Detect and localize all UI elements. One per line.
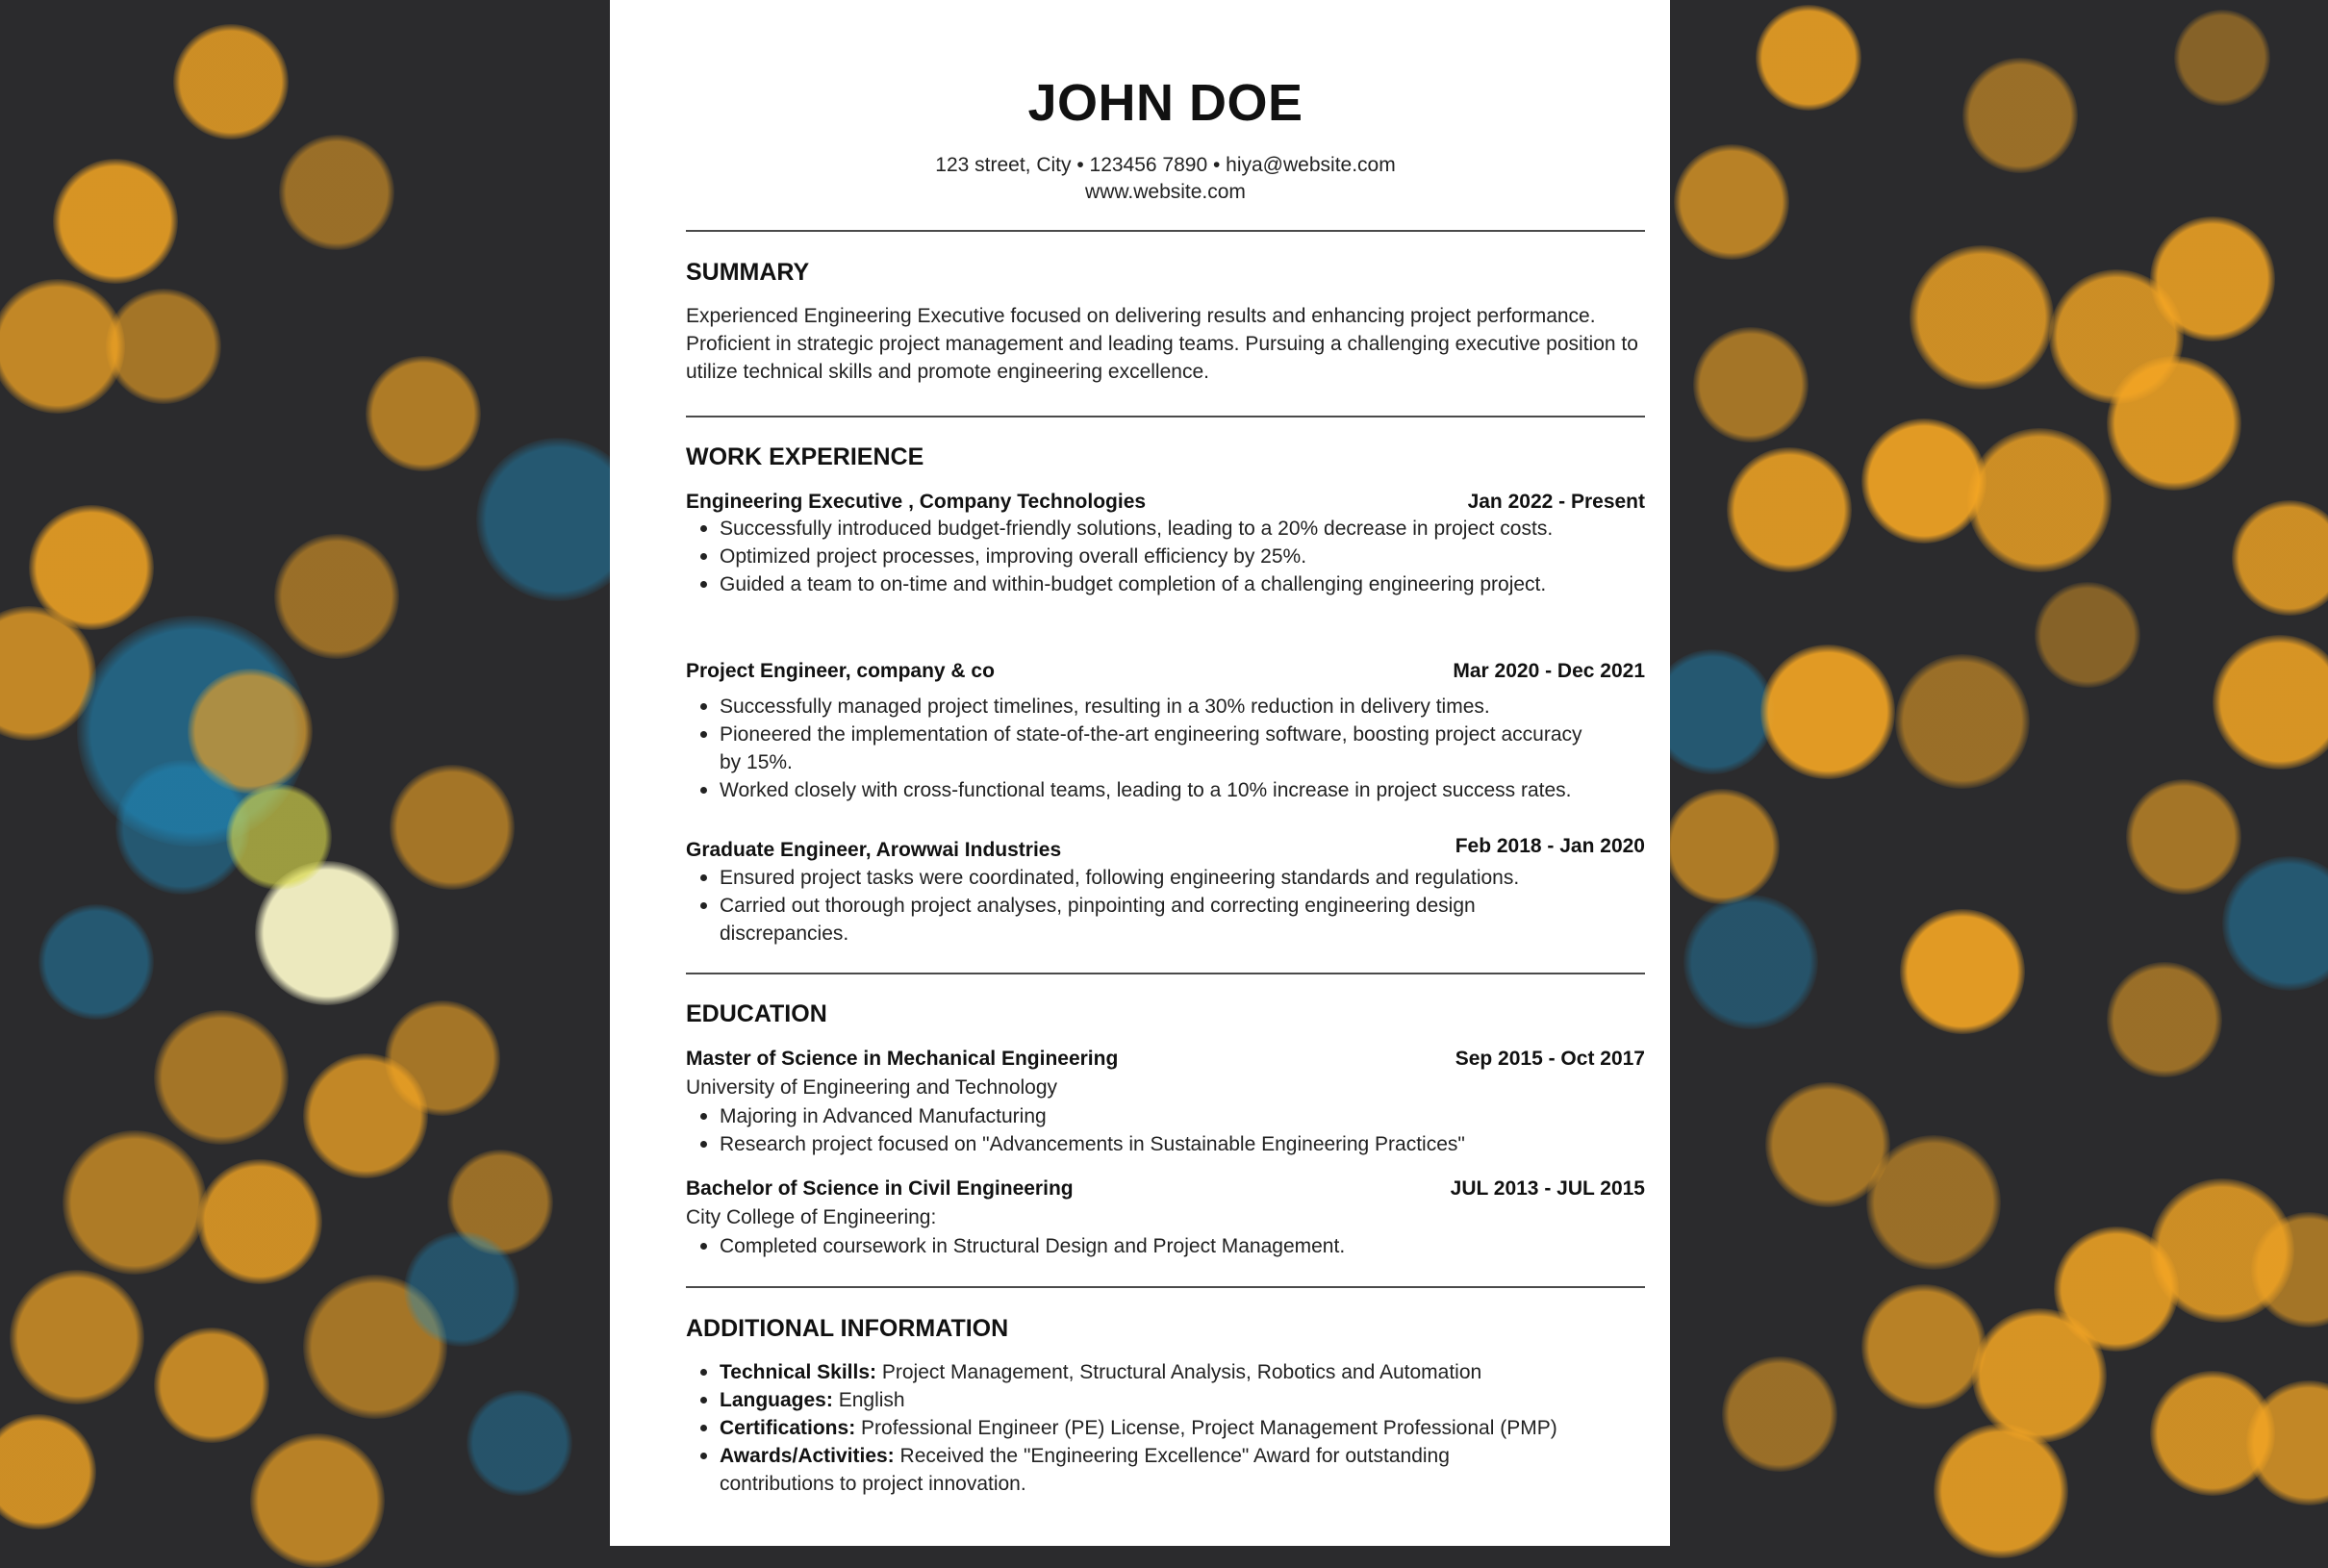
bokeh-light: [197, 1159, 322, 1284]
bokeh-light: [404, 1231, 519, 1347]
education-bullets: [686, 1102, 1645, 1158]
bokeh-light: [2107, 356, 2241, 491]
item-label: Languages:: [720, 1389, 833, 1411]
bokeh-light: [63, 1130, 207, 1275]
bokeh-light: [385, 1000, 500, 1116]
additional-info-heading: ADDITIONAL INFORMATION: [686, 1315, 1009, 1342]
bokeh-light: [1693, 327, 1809, 443]
bokeh-light: [279, 135, 394, 250]
bokeh-light: [250, 1433, 385, 1568]
job-header: [686, 660, 1645, 683]
bokeh-light: [226, 784, 332, 890]
bokeh-light: [38, 904, 154, 1020]
item-label: Certifications:: [720, 1417, 856, 1439]
divider: [686, 230, 1645, 232]
bokeh-light: [1756, 5, 1861, 111]
bokeh-light: [154, 1010, 289, 1145]
bokeh-light: [1674, 144, 1789, 260]
item-text: Received the "Engineering Excellence" Award for outstanding contributions to project innovation.: [720, 1445, 1450, 1495]
bokeh-light: [1727, 447, 1852, 572]
school-name: University of Engineering and Technology: [686, 1076, 1058, 1099]
bokeh-light: [1967, 428, 2112, 572]
bokeh-light: [1722, 1356, 1837, 1472]
bokeh-light: [2213, 635, 2328, 770]
bokeh-light: [1910, 245, 2054, 390]
degree-dates: Sep 2015 - Oct 2017: [1455, 1048, 1645, 1070]
list-item: Pioneered the implementation of state-of-the-art engineering software, boosting project accuracy by 15%.: [686, 721, 1645, 776]
contact-line: 123 street, City • 123456 7890 • hiya@website.com: [935, 154, 1396, 176]
bokeh-light: [1861, 418, 1986, 544]
list-item: [686, 1442, 1645, 1498]
degree-dates: JUL 2013 - JUL 2015: [1450, 1177, 1645, 1200]
list-item: Successfully introduced budget-friendly solutions, leading to a 20% decrease in project costs.: [686, 515, 1645, 543]
degree-title: Master of Science in Mechanical Engineering: [686, 1048, 1119, 1070]
website-link[interactable]: www.website.com: [1085, 181, 1246, 203]
job-header: [686, 835, 1645, 862]
item-label: Technical Skills:: [720, 1361, 877, 1383]
bokeh-light: [106, 289, 221, 404]
list-item: Majoring in Advanced Manufacturing: [686, 1102, 1645, 1130]
job-dates: Feb 2018 - Jan 2020: [1455, 835, 1645, 857]
candidate-name: JOHN DOE: [1027, 74, 1303, 132]
education-header: [686, 1177, 1645, 1201]
education-header: [686, 1048, 1645, 1071]
work-experience-heading: WORK EXPERIENCE: [686, 443, 924, 470]
bokeh-light: [2107, 962, 2222, 1077]
bokeh-light: [390, 765, 515, 890]
job-dates: Jan 2022 - Present: [1467, 491, 1645, 513]
bokeh-light: [1972, 1308, 2107, 1443]
resume-page: [610, 0, 1670, 1546]
item-text: Professional Engineer (PE) License, Project Management Professional (PMP): [861, 1417, 1557, 1439]
school-name: City College of Engineering:: [686, 1206, 937, 1228]
bokeh-light: [1760, 645, 1895, 779]
list-item: [686, 1358, 1645, 1386]
list-item: Ensured project tasks were coordinated, following engineering standards and regulations.: [686, 864, 1645, 892]
education-bullets: [686, 1232, 1645, 1260]
list-item: [686, 1386, 1645, 1414]
item-text: Project Management, Structural Analysis, Robotics and Automation: [881, 1361, 1482, 1383]
bokeh-light: [467, 1390, 572, 1496]
bokeh-light: [1664, 789, 1780, 904]
bokeh-light: [1900, 909, 2025, 1034]
job-title: Project Engineer, company & co: [686, 660, 995, 682]
list-item: Optimized project processes, improving overall efficiency by 25%.: [686, 543, 1645, 570]
bokeh-light: [154, 1328, 269, 1443]
list-item: Worked closely with cross-functional teams, leading to a 10% increase in project success rates.: [686, 776, 1645, 804]
list-item: Carried out thorough project analyses, pinpointing and correcting engineering design discrepancies.: [686, 892, 1645, 948]
bokeh-light: [2174, 10, 2270, 106]
job-title: Engineering Executive , Company Technologies: [686, 491, 1147, 513]
divider: [686, 1286, 1645, 1288]
bokeh-light: [1866, 1135, 2001, 1270]
job-title: Graduate Engineer, Arowwai Industries: [686, 839, 1062, 861]
education-heading: EDUCATION: [686, 1000, 827, 1027]
bokeh-light: [10, 1270, 144, 1404]
bokeh-light: [274, 534, 399, 659]
divider: [686, 416, 1645, 417]
bokeh-light: [2150, 216, 2275, 341]
bokeh-light: [2126, 779, 2241, 895]
bokeh-light: [1683, 895, 1818, 1029]
bokeh-light: [2035, 582, 2140, 688]
item-label: Awards/Activities:: [720, 1445, 895, 1467]
list-item: [686, 1414, 1645, 1442]
bokeh-light: [53, 159, 178, 284]
list-item: Successfully managed project timelines, resulting in a 30% reduction in delivery times.: [686, 693, 1645, 721]
list-item: Research project focused on "Advancements in Sustainable Engineering Practices": [686, 1130, 1645, 1158]
job-bullets: [686, 515, 1645, 598]
bokeh-light: [1934, 1424, 2068, 1558]
summary-heading: SUMMARY: [686, 259, 810, 286]
summary-text: Experienced Engineering Executive focused on delivering results and enhancing project performance. Proficient in strategic project management and leading teams. Pursuing a challenging executive position to utilize technical skills and promote engineering excellence.: [686, 305, 1638, 383]
list-item: Completed coursework in Structural Design and Project Management.: [686, 1232, 1645, 1260]
bokeh-light: [0, 1414, 96, 1530]
bokeh-light: [1861, 1284, 1986, 1409]
degree-title: Bachelor of Science in Civil Engineering: [686, 1177, 1074, 1200]
bokeh-light: [1962, 58, 2078, 173]
bokeh-light: [1895, 654, 2030, 789]
job-bullets: [686, 864, 1645, 948]
bokeh-light: [366, 356, 481, 471]
bokeh-light: [173, 24, 289, 139]
divider: [686, 973, 1645, 974]
job-header: [686, 491, 1645, 514]
job-bullets: [686, 693, 1645, 804]
additional-info-list: [686, 1358, 1645, 1498]
bokeh-light: [2222, 856, 2328, 991]
job-dates: Mar 2020 - Dec 2021: [1453, 660, 1645, 682]
list-item: Guided a team to on-time and within-budget completion of a challenging engineering project.: [686, 570, 1645, 598]
item-text: English: [838, 1389, 905, 1411]
bokeh-light: [2232, 500, 2328, 616]
